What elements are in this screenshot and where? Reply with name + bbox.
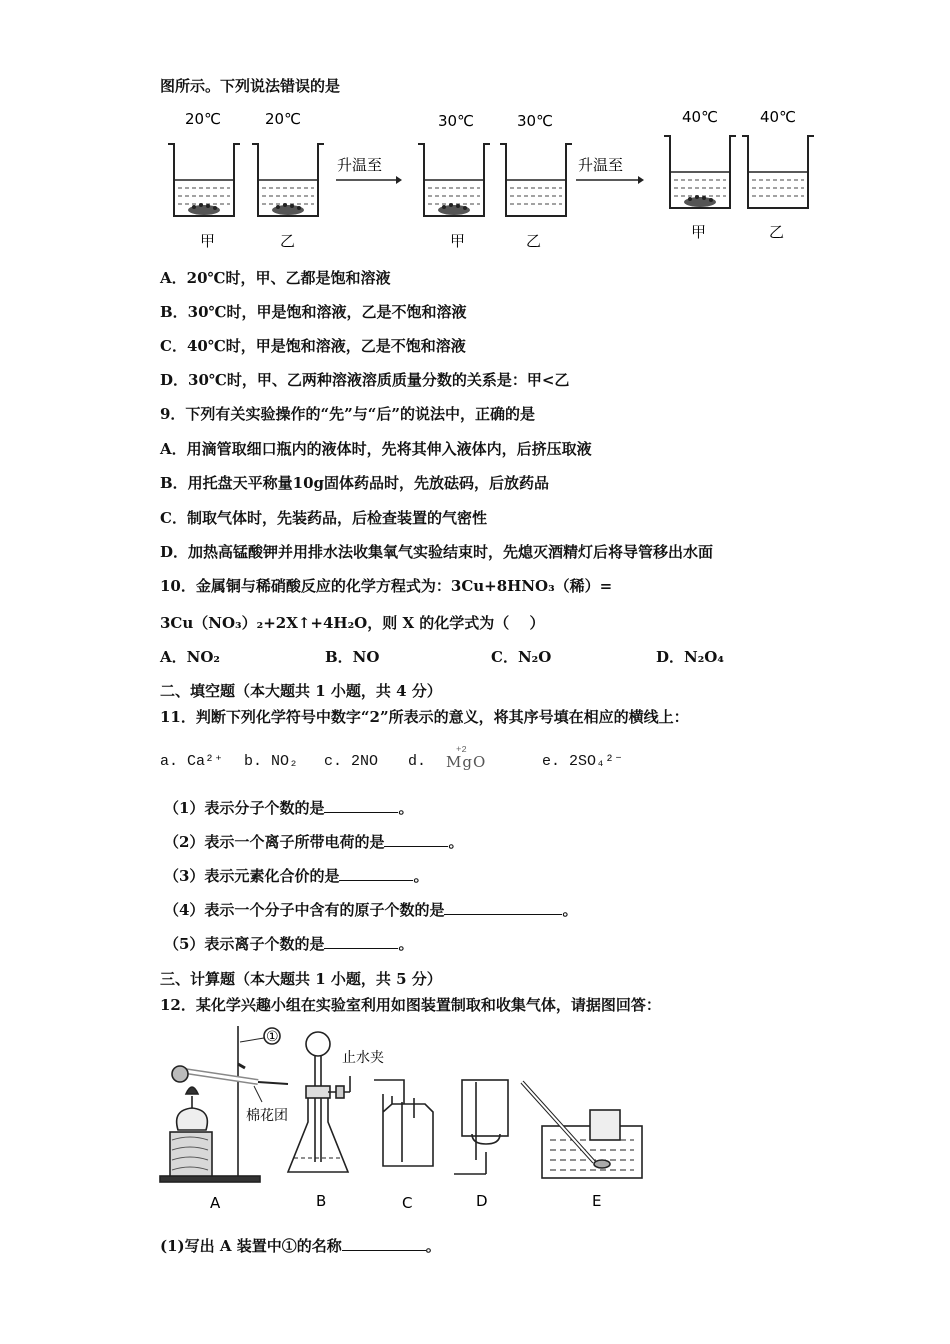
- q9-option-d: D．加热高锰酸钾并用排水法收集氧气实验结束时，先熄灭酒精灯后将导管移出水面: [160, 543, 714, 561]
- beaker-yi-30: [500, 144, 572, 216]
- q10-option-d: D．N₂O₄: [656, 648, 724, 666]
- apparatus-b: [288, 1032, 350, 1172]
- answer-blank[interactable]: [444, 900, 562, 915]
- cotton-label: 棉花团: [246, 1108, 288, 1124]
- end-mark: 。: [398, 935, 414, 953]
- apparatus-label-b: B: [316, 1192, 327, 1210]
- temp-label: 20℃: [265, 110, 301, 128]
- beaker-label: 乙: [526, 232, 542, 250]
- apparatus-c: [374, 1080, 433, 1166]
- q11-item-1-text: （1）表示分子个数的是: [164, 799, 325, 817]
- answer-blank[interactable]: [384, 832, 448, 847]
- beaker-jia-40: [664, 136, 736, 208]
- apparatus-label-d: D: [476, 1192, 488, 1210]
- q11-item-4: [164, 900, 577, 920]
- q8-option-a: A．20℃时，甲、乙都是饱和溶液: [160, 269, 391, 287]
- end-mark: 。: [448, 833, 464, 851]
- q8-option-c: C．40℃时，甲是饱和溶液，乙是不饱和溶液: [160, 337, 466, 355]
- symbol-d-valence: +2: [456, 745, 467, 755]
- beaker-jia-30: [418, 144, 490, 216]
- q9-option-b: B．用托盘天平称量10g固体药品时，先放砝码，后放药品: [160, 474, 550, 492]
- symbol-d-formula: MgO: [446, 753, 487, 771]
- end-mark: 。: [562, 901, 578, 919]
- q11-item-5: [164, 934, 413, 954]
- temp-label: 20℃: [185, 110, 221, 128]
- q12-stem: 12．某化学兴趣小组在实验室利用如图装置制取和收集气体，请据图回答：: [160, 996, 661, 1014]
- beaker-figure: [160, 100, 820, 255]
- q11-item-3: [164, 866, 428, 886]
- q11-item-4-text: （4）表示一个分子中含有的原子个数的是: [164, 901, 445, 919]
- q10-option-c: C．N₂O: [491, 648, 552, 666]
- q12-sub1: [160, 1236, 441, 1256]
- beaker-yi-40: [742, 136, 814, 208]
- q10-line2: 3Cu（NO₃）₂+2X↑+4H₂O，则 X 的化学式为（ ）: [160, 614, 545, 632]
- q10-option-a: A．NO₂: [160, 648, 220, 666]
- symbol-b: b. NO₂: [244, 753, 299, 770]
- clamp-label: 止水夹: [342, 1050, 384, 1066]
- end-mark: 。: [398, 799, 414, 817]
- q10-option-b: B．NO: [325, 648, 380, 666]
- end-mark: 。: [413, 867, 429, 885]
- temp-label: 30℃: [438, 112, 474, 130]
- beaker-label: 甲: [691, 223, 707, 241]
- arrow-text: 升温至: [578, 156, 624, 174]
- q9-stem: 9．下列有关实验操作的“先”与“后”的说法中，正确的是: [160, 405, 535, 423]
- symbol-a: a. Ca²⁺: [160, 753, 224, 770]
- beaker-label: 甲: [200, 232, 216, 250]
- beaker-jia-20: [168, 144, 240, 216]
- q10-line1: 10．金属铜与稀硝酸反应的化学方程式为：3Cu+8HNO₃（稀）=: [160, 577, 613, 595]
- apparatus-figure: [150, 1022, 670, 1217]
- q11-item-2-text: （2）表示一个离子所带电荷的是: [164, 833, 385, 851]
- section-3-heading: 三、计算题（本大题共 1 小题，共 5 分）: [160, 970, 442, 988]
- temp-label: 30℃: [517, 112, 553, 130]
- apparatus-d: [454, 1080, 508, 1174]
- answer-blank[interactable]: [342, 1236, 426, 1251]
- q11-item-2: [164, 832, 463, 852]
- section-2-heading: 二、填空题（本大题共 1 小题，共 4 分）: [160, 682, 442, 700]
- symbol-e: e. 2SO₄²⁻: [542, 753, 624, 770]
- beaker-label: 甲: [450, 232, 466, 250]
- apparatus-a: [160, 1026, 288, 1182]
- q9-option-c: C．制取气体时，先装药品，后检查装置的气密性: [160, 509, 487, 527]
- q10-options: [160, 647, 800, 667]
- temp-label: 40℃: [682, 108, 718, 126]
- q9-option-a: A．用滴管取细口瓶内的液体时，先将其伸入液体内，后挤压取液: [160, 440, 592, 458]
- answer-blank[interactable]: [339, 866, 413, 881]
- answer-blank[interactable]: [324, 934, 398, 949]
- symbol-d-label: d.: [408, 753, 427, 770]
- q11-stem: 11．判断下列化学符号中数字“2”所表示的意义，将其序号填在相应的横线上：: [160, 708, 689, 726]
- beaker-yi-20: [252, 144, 324, 216]
- symbol-c: c. 2NO: [324, 753, 379, 770]
- beaker-label: 乙: [280, 232, 296, 250]
- apparatus-e: [522, 1082, 642, 1178]
- apparatus-label-c: C: [402, 1194, 413, 1212]
- arrow-text: 升温至: [337, 156, 383, 174]
- end-mark: 。: [425, 1237, 441, 1255]
- temp-label: 40℃: [760, 108, 796, 126]
- q12-sub1-text: (1)写出 A 装置中①的名称: [160, 1237, 342, 1255]
- circle-one-label: ①: [266, 1029, 279, 1045]
- arrowhead-icon: [396, 176, 402, 184]
- beaker-label: 乙: [769, 223, 785, 241]
- q11-symbols: [160, 745, 780, 776]
- q8-option-b: B．30℃时，甲是饱和溶液，乙是不饱和溶液: [160, 303, 467, 321]
- apparatus-label-a: A: [210, 1194, 221, 1212]
- q8-option-d: D．30℃时，甲、乙两种溶液溶质质量分数的关系是：甲<乙: [160, 371, 570, 389]
- arrowhead-icon: [638, 176, 644, 184]
- q11-item-5-text: （5）表示离子个数的是: [164, 935, 325, 953]
- q8-stem-tail: 图所示。下列说法错误的是: [160, 77, 341, 95]
- apparatus-label-e: E: [592, 1192, 602, 1210]
- q11-item-1: [164, 798, 413, 818]
- q11-item-3-text: （3）表示元素化合价的是: [164, 867, 340, 885]
- answer-blank[interactable]: [324, 798, 398, 813]
